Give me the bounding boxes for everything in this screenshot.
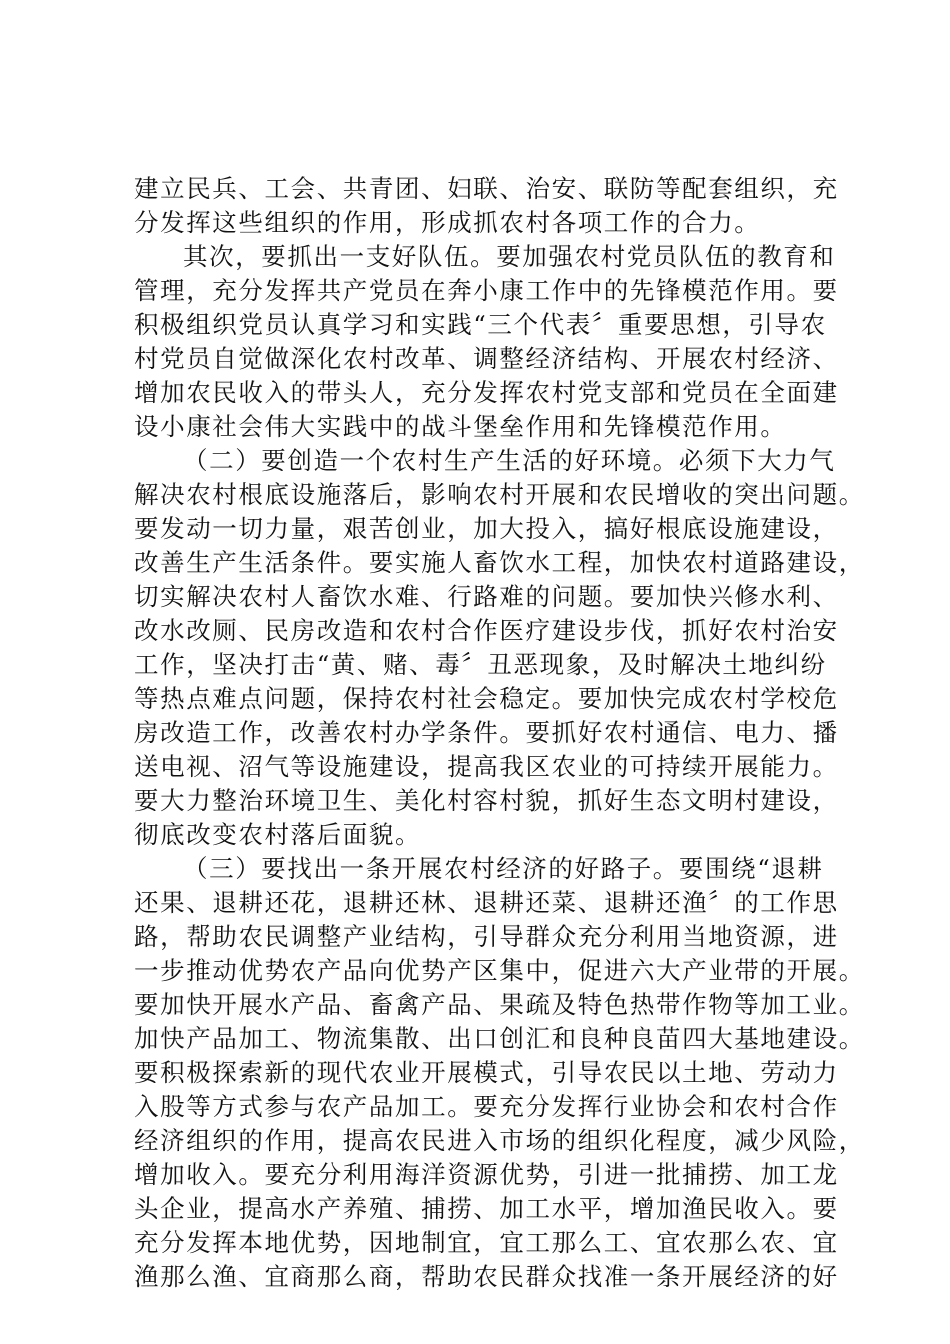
text-line: 路，帮助农民调整产业结构，引导群众充分利用当地资源，进: [134, 922, 839, 951]
body-text: [134, 172, 865, 1294]
text-line: 解决农村根底设施落后，影响农村开展和农民增收的突出问题。: [134, 480, 865, 509]
text-line: 改善生产生活条件。要实施人畜饮水工程，加快农村道路建设，: [134, 548, 865, 577]
text-line: 切实解决农村人畜饮水难、行路难的问题。要加快兴修水利、: [134, 582, 839, 611]
text-line: 增加农民收入的带头人，充分发挥农村党支部和党员在全面建: [134, 378, 839, 407]
text-line: 改水改厕、民房改造和农村合作医疗建设步伐，抓好农村治安: [134, 616, 839, 645]
paragraph-start-line: （三）要找出一条开展农村经济的好路子。要围绕“退耕: [183, 854, 824, 883]
text-line: 村党员自觉做深化农村改革、调整经济结构、开展农村经济、: [134, 344, 839, 373]
text-line: 要大力整治环境卫生、美化村容村貌，抓好生态文明村建设，: [134, 786, 839, 815]
text-line: 加快产品加工、物流集散、出口创汇和良种良苗四大基地建设。: [134, 1024, 865, 1053]
text-line: 经济组织的作用，提高农民进入市场的组织化程度，减少风险，: [134, 1126, 865, 1155]
text-line: 工作，坚决打击“黄、赌、毒〞丑恶现象，及时解决土地纠纷: [134, 650, 827, 679]
text-line: 头企业，提高水产养殖、捕捞、加工水平，增加渔民收入。要: [134, 1194, 839, 1223]
text-line: 送电视、沼气等设施建设，提高我区农业的可持续开展能力。: [134, 752, 839, 781]
text-line: 等热点难点问题，保持农村社会稳定。要加快完成农村学校危: [134, 684, 839, 713]
text-line: 渔那么渔、宜商那么商，帮助农民群众找准一条开展经济的好: [134, 1262, 839, 1291]
paragraph-start-line: 其次，要抓出一支好队伍。要加强农村党员队伍的教育和: [183, 242, 836, 271]
paragraph-start-line: （二）要创造一个农村生产生活的好环境。必须下大力气: [183, 446, 836, 475]
text-line: 充分发挥本地优势，因地制宜，宜工那么工、宜农那么农、宜: [134, 1228, 839, 1257]
text-line: 设小康社会伟大实践中的战斗堡垒作用和先锋模范作用。: [134, 412, 787, 441]
text-line: 要积极探索新的现代农业开展模式，引导农民以土地、劳动力: [134, 1058, 839, 1087]
text-line: 房改造工作，改善农村办学条件。要抓好农村通信、电力、播: [134, 718, 839, 747]
text-line: 建立民兵、工会、共青团、妇联、治安、联防等配套组织，充: [134, 174, 839, 203]
text-line: 入股等方式参与农产品加工。要充分发挥行业协会和农村合作: [134, 1092, 839, 1121]
text-line: 彻底改变农村落后面貌。: [134, 820, 422, 849]
text-line: 分发挥这些组织的作用，形成抓农村各项工作的合力。: [134, 208, 761, 237]
text-line: 积极组织党员认真学习和实践“三个代表〞重要思想，引导农: [134, 310, 827, 339]
text-line: 管理，充分发挥共产党员在奔小康工作中的先锋模范作用。要: [134, 276, 839, 305]
text-line: 还果、退耕还花，退耕还林、退耕还菜、退耕还渔〞的工作思: [134, 888, 839, 917]
text-line: 要发动一切力量，艰苦创业，加大投入，搞好根底设施建设，: [134, 514, 839, 543]
text-line: 一步推动优势农产品向优势产区集中，促进六大产业带的开展。: [134, 956, 865, 985]
text-line: 要加快开展水产品、畜禽产品、果疏及特色热带作物等加工业。: [134, 990, 865, 1019]
text-line: 增加收入。要充分利用海洋资源优势，引进一批捕捞、加工龙: [134, 1160, 839, 1189]
